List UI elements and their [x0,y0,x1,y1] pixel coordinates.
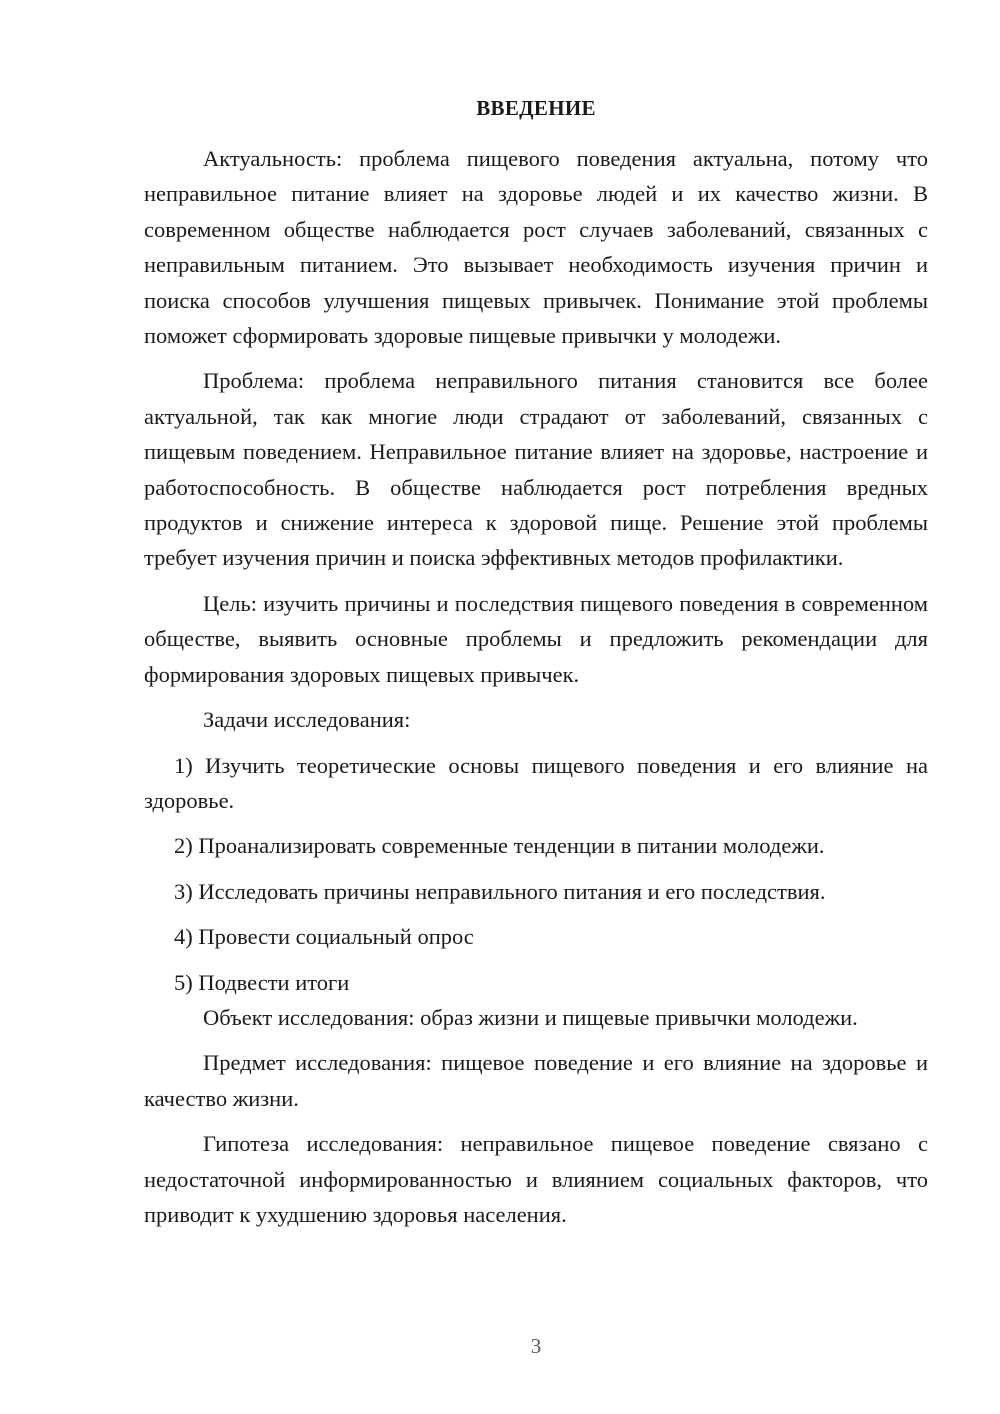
task-item-1: 1) Изучить теоретические основы пищевого поведения и его влияние на здоровье. [144,752,928,813]
task-item-2: 2) Проанализировать современные тенденции в питании молодежи. [174,833,825,859]
paragraph-goal: Цель: изучить причины и последствия пищевого поведения в современном обществе, выявить основные проблемы и предложить рекомендации для формирования здоровых пищевых привычек. [144,590,928,687]
task-item-5: 5) Подвести итоги [174,969,350,995]
task-item-3: 3) Исследовать причины неправильного питания и его последствия. [174,878,826,904]
paragraph-hypothesis: Гипотеза исследования: неправильное пищевое поведение связано с недостаточной информированностью и влиянием социальных факторов, что приводит к ухудшению здоровья населения. [144,1131,928,1227]
page-number: 3 [530,1334,542,1358]
paragraph-problem: Проблема: проблема неправильного питания становится все более актуальной, так как многие люди страдают от заболеваний, связанных с пищевым поведением. Неправильное питание влияет на здоровье, настроение и работоспособность. В обществе наблюдается рост потребления вредных продуктов и снижение интереса к здоровой пище. Решение этой проблемы требует изучения причин и поиска эффективных методов профилактики. [144,368,928,571]
paragraph-object: Объект исследования: образ жизни и пищевые привычки молодежи. [203,1004,858,1030]
page-title: ВВЕДЕНИЕ [476,96,596,120]
paragraph-relevance: Актуальность: проблема пищевого поведения актуальна, потому что неправильное питание влияет на здоровье людей и их качество жизни. В современном обществе наблюдается рост случаев заболеваний, связанных с неправильным питанием. Это вызывает необходимость изучения причин и поиска способов улучшения пищевых привычек. Понимание этой проблемы поможет сформировать здоровые пищевые привычки у молодежи. [144,146,928,349]
task-item-4: 4) Провести социальный опрос [174,924,474,950]
document-body [144,141,928,1232]
paragraph-subject: Предмет исследования: пищевое поведение и его влияние на здоровье и качество жизни. [144,1050,928,1111]
tasks-title: Задачи исследования: [203,707,411,733]
